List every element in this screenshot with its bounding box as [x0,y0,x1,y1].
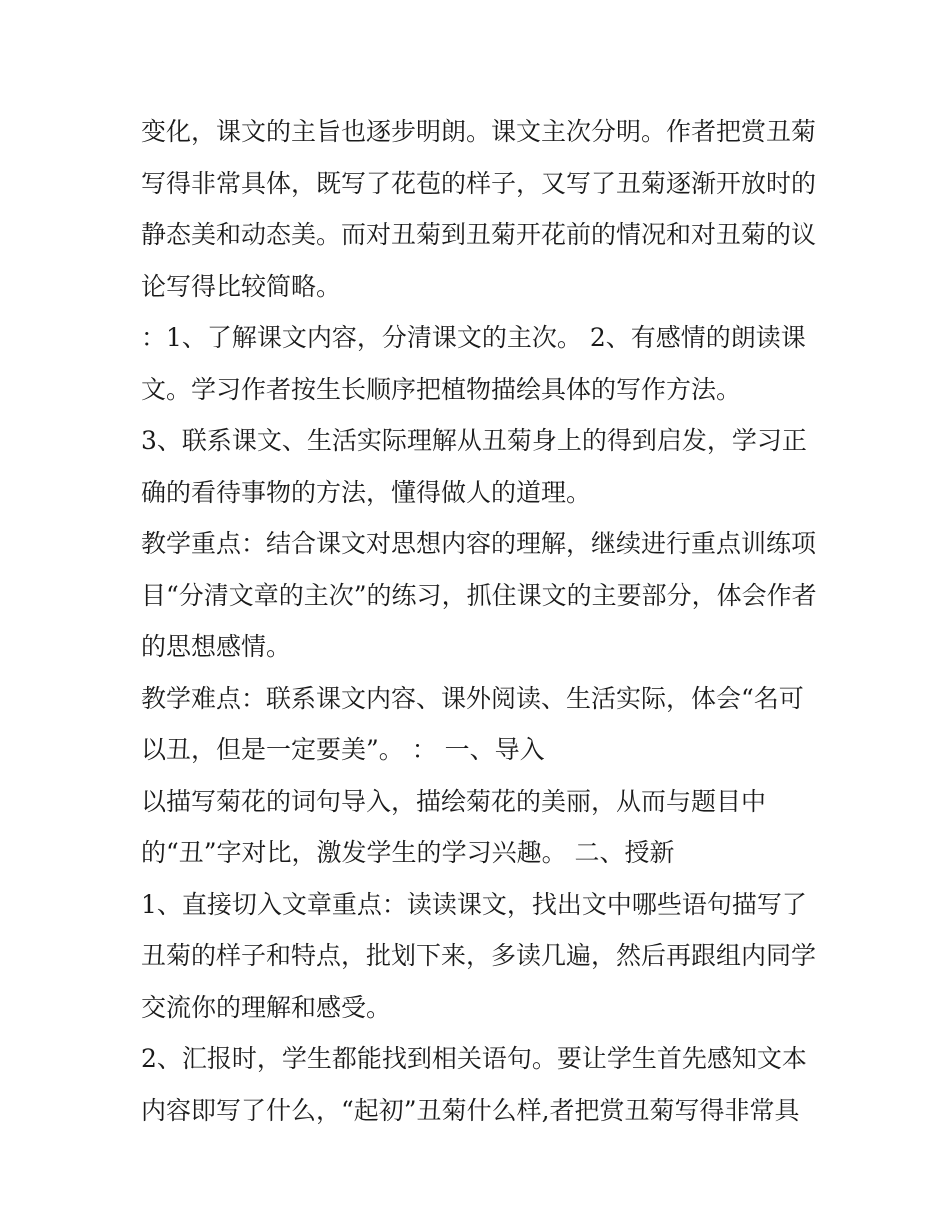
body-text [141,106,831,1136]
text-line-20: 内容即写了什么，“起初”丑菊什么样,者把赏丑菊写得非常具 [141,1095,800,1125]
text-line-10: 目“分清文章的主次”的练习，抓住课文的主要部分，体会作者 [141,580,817,610]
text-line-9: 教学重点：结合课文对思想内容的理解，继续进行重点训练项 [141,529,817,558]
text-line-7: 3、联系课文、生活实际理解从丑菊身上的得到启发，学习正 [141,426,807,455]
text-line-17: 丑菊的样子和特点，批划下来，多读几遍，然后再跟组内同学 [141,941,817,970]
text-line-8: 确的看待事物的方法，懂得做人的道理。 [141,477,592,507]
text-line-3: 静态美和动态美。而对丑菊到丑菊开花前的情况和对丑菊的议 [141,220,817,249]
text-line-2: 写得非常具体，既写了花苞的样子，又写了丑菊逐渐开放时的 [141,168,817,198]
text-line-18: 交流你的理解和感受。 [141,992,392,1022]
text-line-5: ：1、了解课文内容，分清课文的主次。 2、有感情的朗读课 [141,323,806,352]
text-line-15: 的“丑”字对比，激发学生的学习兴趣。 二、授新 [141,838,675,867]
text-line-14: 以描写菊花的词句导入，描绘菊花的美丽，从而与题目中 [141,786,767,816]
text-line-6: 文。学习作者按生长顺序把植物描绘具体的写作方法。 [141,374,742,404]
text-line-19: 2、汇报时，学生都能找到相关语句。要让学生首先感知文本 [141,1044,807,1073]
text-line-11: 的思想感情。 [141,632,292,661]
text-line-1: 变化，课文的主旨也逐步明朗。课文主次分明。作者把赏丑菊 [141,117,817,146]
text-line-4: 论写得比较简略。 [141,271,342,301]
text-line-16: 1、直接切入文章重点：读读课文，找出文中哪些语句描写了 [141,889,807,919]
text-line-13: 以丑，但是一定要美”。 ： 一、导入 [141,735,545,764]
text-line-12: 教学难点：联系课文内容、课外阅读、生活实际，体会“名可 [141,683,804,713]
